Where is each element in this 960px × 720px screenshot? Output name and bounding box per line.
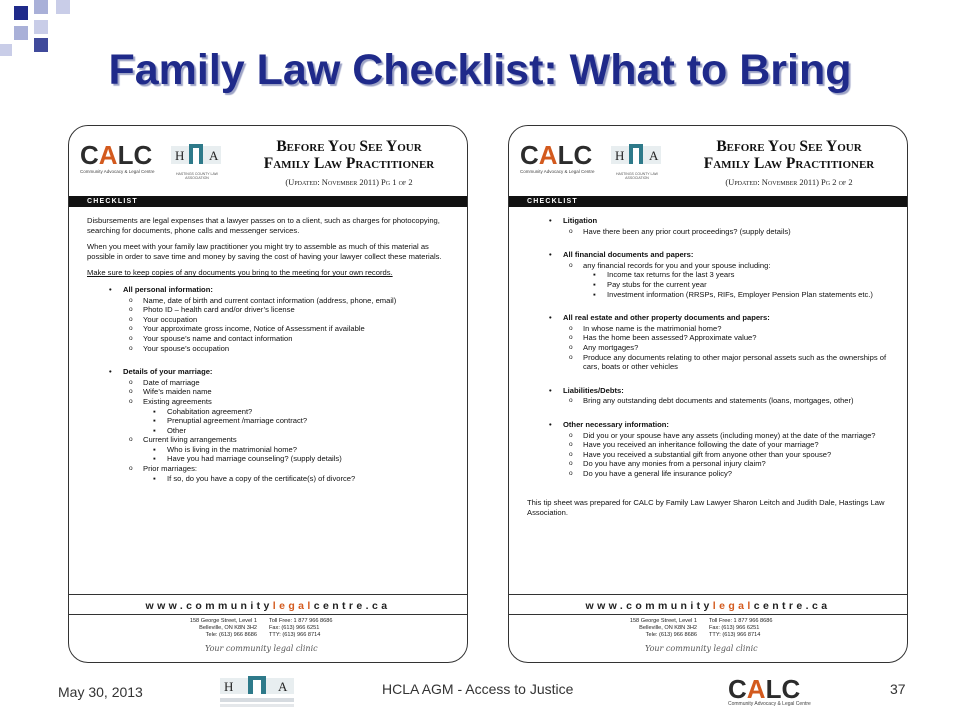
footer-rule bbox=[509, 594, 907, 595]
footer-rule bbox=[509, 614, 907, 615]
sub-item: ▪ Cohabitation agreement? bbox=[87, 407, 455, 417]
doc-header bbox=[509, 126, 907, 194]
sub-item: ▪ Prenuptial agreement /marriage contract? bbox=[87, 416, 455, 426]
list-item: o In whose name is the matrimonial home? bbox=[527, 324, 895, 334]
section-title: • Liabilities/Debts: bbox=[527, 386, 895, 396]
doc-title-line2: Family Law Practitioner bbox=[703, 155, 875, 172]
doc-header bbox=[69, 126, 467, 194]
list-item: o Your approximate gross income, Notice of Assessment if available bbox=[87, 324, 455, 334]
hcla-logo-text: HASTINGS COUNTY LAW ASSOCIATION bbox=[615, 172, 658, 180]
section-title: • All personal information: bbox=[87, 285, 455, 295]
sub-item: ▪ Pay stubs for the current year bbox=[527, 280, 895, 290]
section-property bbox=[527, 313, 895, 372]
calc-logo-subtitle: Community Advocacy & Legal Centre bbox=[520, 169, 595, 174]
sub-item: ▪ Have you had marriage counseling? (supply details) bbox=[87, 454, 455, 464]
address-block: 158 George Street, Level 1 Belleville, ON K8N 3H2 Tele: (613) 966 8686 bbox=[629, 618, 697, 638]
doc-title-line1: Before You See Your bbox=[716, 138, 862, 155]
list-item: o Bring any outstanding debt documents and statements (loans, mortgages, other) bbox=[527, 396, 895, 406]
section-title: • Details of your marriage: bbox=[87, 367, 455, 377]
sub-item: ▪ If so, do you have a copy of the certificate(s) of divorce? bbox=[87, 474, 455, 484]
doc-title bbox=[677, 138, 901, 172]
website-text: www.communitylegalcentre.ca bbox=[145, 600, 391, 612]
intro-paragraph: When you meet with your family law practitioner you might try to assemble as much of this material as possible in order to save time and money by saving the cost of having your lawyer collect these materials. bbox=[87, 242, 442, 261]
calc-footer-logo-subtitle: Community Advocacy & Legal Centre bbox=[728, 701, 811, 707]
sub-item: ▪ Who is living in the matrimonial home? bbox=[87, 445, 455, 455]
calc-footer-logo: CALC bbox=[728, 674, 801, 704]
svg-text:A: A bbox=[278, 679, 288, 694]
section-litigation bbox=[527, 216, 895, 236]
doc-body bbox=[527, 216, 895, 525]
list-item: o Have you received a substantial gift from anyone other than your spouse? bbox=[527, 450, 895, 460]
tagline: Your community legal clinic bbox=[645, 644, 758, 653]
address-block: 158 George Street, Level 1 Belleville, ON K8N 3H2 Tele: (613) 966 8686 bbox=[189, 618, 257, 638]
section-other bbox=[527, 420, 895, 479]
sub-item: ▪ Income tax returns for the last 3 years bbox=[527, 270, 895, 280]
list-item: o Photo ID – health card and/or driver’s license bbox=[87, 305, 455, 315]
section-financial bbox=[527, 250, 895, 299]
section-title: • All real estate and other property documents and papers: bbox=[527, 313, 895, 323]
list-item: o Has the home been assessed? Approximate value? bbox=[527, 333, 895, 343]
svg-text:H: H bbox=[175, 148, 185, 163]
contact-block: Toll Free: 1 877 966 8686 Fax: (613) 966 6251 TTY: (613) 966 8714 bbox=[269, 618, 333, 638]
checklist-bar: CHECKLIST bbox=[509, 196, 907, 207]
calc-logo-subtitle: Community Advocacy & Legal Centre bbox=[80, 169, 155, 174]
intro-paragraph: Disbursements are legal expenses that a lawyer passes on to a client, such as charges for photocopying, searching for documents, phone calls and messenger services. bbox=[87, 216, 440, 235]
doc-title-line1: Before You See Your bbox=[276, 138, 422, 155]
svg-text:A: A bbox=[209, 148, 219, 163]
checklist-bar: CHECKLIST bbox=[69, 196, 467, 207]
list-item: o Existing agreements bbox=[87, 397, 455, 407]
footer-rule bbox=[69, 594, 467, 595]
sub-item: ▪ Other bbox=[87, 426, 455, 436]
website-text: www.communitylegalcentre.ca bbox=[585, 600, 831, 612]
list-item: o Any mortgages? bbox=[527, 343, 895, 353]
calc-logo: CALC bbox=[520, 140, 593, 170]
footer-date: May 30, 2013 bbox=[58, 684, 143, 700]
calc-logo: CALC bbox=[80, 140, 153, 170]
section-title: • All financial documents and papers: bbox=[527, 250, 895, 260]
checklist-page-1 bbox=[68, 125, 468, 663]
list-item: o Wife’s maiden name bbox=[87, 387, 455, 397]
list-item: o Produce any documents relating to other major personal assets such as the ownerships of cars, boats or other vehicles bbox=[527, 353, 895, 372]
credit-note: This tip sheet was prepared for CALC by Family Law Lawyer Sharon Leitch and Judith Dale, Hastings Law Association. bbox=[527, 498, 885, 518]
doc-updated: (Updated: November 2011) Pg 2 of 2 bbox=[725, 177, 853, 187]
list-item: o Have you received an inheritance following the date of your marriage? bbox=[527, 440, 895, 450]
list-item: o Your occupation bbox=[87, 315, 455, 325]
doc-updated: (Updated: November 2011) Pg 1 of 2 bbox=[285, 177, 413, 187]
list-item: o Do you have a general life insurance policy? bbox=[527, 469, 895, 479]
list-item: o Did you or your spouse have any assets (including money) at the date of the marriage? bbox=[527, 431, 895, 441]
list-item: o any financial records for you and your spouse including: bbox=[527, 261, 895, 271]
section-title: • Other necessary information: bbox=[527, 420, 895, 430]
contact-block: Toll Free: 1 877 966 8686 Fax: (613) 966 6251 TTY: (613) 966 8714 bbox=[709, 618, 773, 638]
section-marriage bbox=[87, 367, 455, 483]
list-item: o Date of marriage bbox=[87, 378, 455, 388]
list-item: o Do you have any monies from a personal injury claim? bbox=[527, 459, 895, 469]
hcla-footer-logo-icon bbox=[218, 676, 296, 710]
list-item: o Your spouse’s occupation bbox=[87, 344, 455, 354]
doc-title-line2: Family Law Practitioner bbox=[263, 155, 435, 172]
list-item: o Prior marriages: bbox=[87, 464, 455, 474]
svg-text:A: A bbox=[649, 148, 659, 163]
checklist-page-2 bbox=[508, 125, 908, 663]
slide-title: Family Law Checklist: What to Bring bbox=[108, 46, 852, 94]
intro-note: Make sure to keep copies of any documents you bring to the meeting for your own records. bbox=[87, 268, 393, 278]
page-number: 37 bbox=[890, 681, 906, 697]
section-personal bbox=[87, 285, 455, 353]
hcla-logo-text: HASTINGS COUNTY LAW ASSOCIATION bbox=[175, 172, 218, 180]
sub-item: ▪ Investment information (RRSPs, RIFs, Employer Pension Plan statements etc.) bbox=[527, 290, 895, 300]
svg-text:H: H bbox=[224, 679, 234, 694]
svg-text:H: H bbox=[615, 148, 625, 163]
list-item: o Have there been any prior court proceedings? (supply details) bbox=[527, 227, 895, 237]
section-liabilities bbox=[527, 386, 895, 406]
tagline: Your community legal clinic bbox=[205, 644, 318, 653]
footer-center-text: HCLA AGM - Access to Justice bbox=[382, 681, 574, 697]
section-title: • Litigation bbox=[527, 216, 895, 226]
list-item: o Current living arrangements bbox=[87, 435, 455, 445]
list-item: o Name, date of birth and current contact information (address, phone, email) bbox=[87, 296, 455, 306]
footer-rule bbox=[69, 614, 467, 615]
list-item: o Your spouse’s name and contact information bbox=[87, 334, 455, 344]
doc-body bbox=[87, 216, 455, 487]
doc-title bbox=[237, 138, 461, 172]
